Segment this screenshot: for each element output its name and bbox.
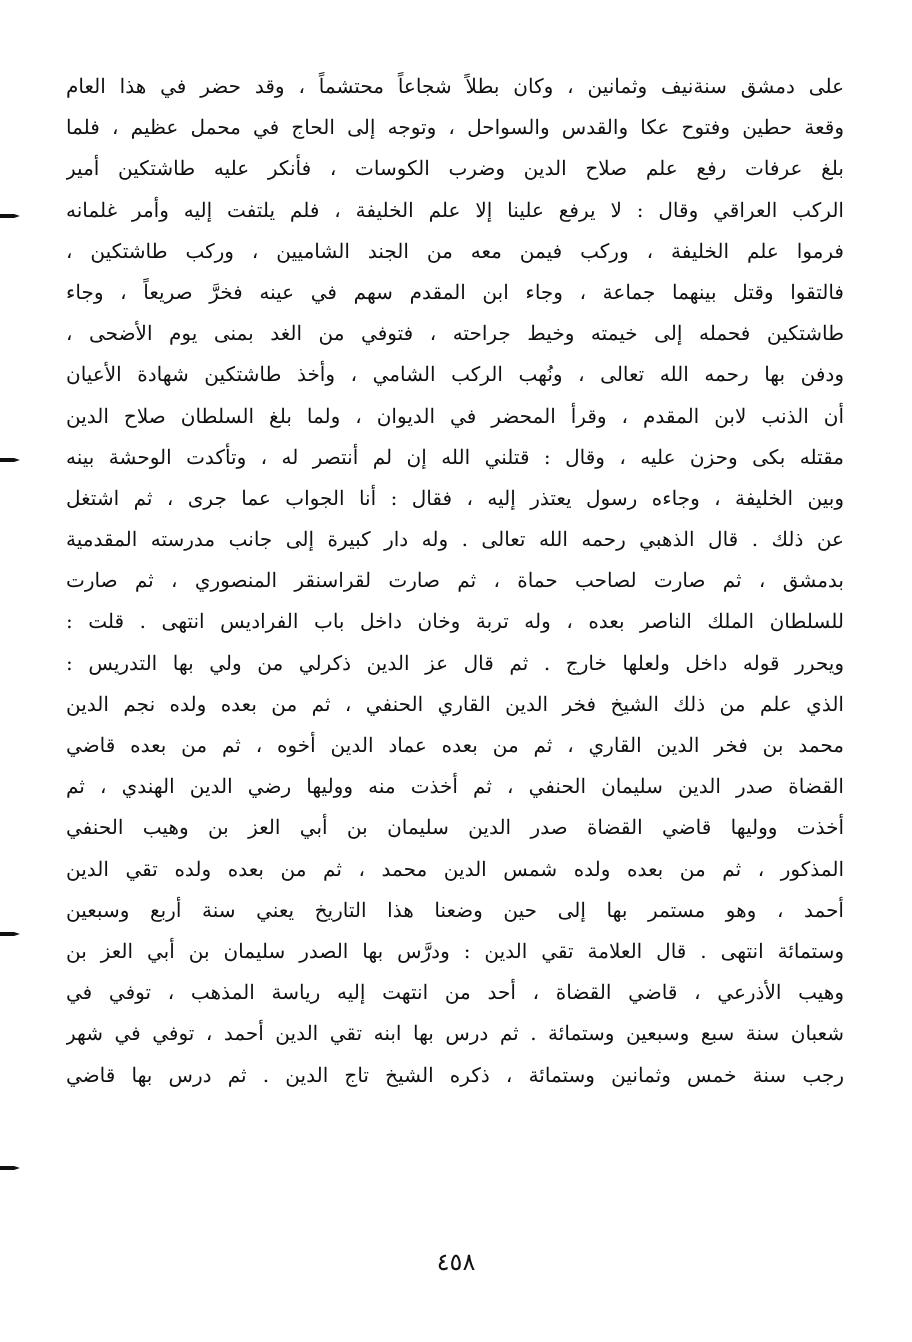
text-line: الركب العراقي وقال : لا يرفع علينا إلا علم الخليفة ، فلم يلتفت إليه وأمر غلمانه bbox=[66, 197, 844, 222]
margin-tick-mark bbox=[0, 455, 22, 465]
text-line: رجب سنة خمس وثمانين وستمائة ، ذكره الشيخ تاج الدين . ثم درس بها قاضي bbox=[66, 1062, 844, 1087]
text-line: فالتقوا وقتل بينهما جماعة ، وجاء ابن المقدم سهم في عينه فخرَّ صريعاً ، وجاء bbox=[66, 279, 844, 304]
text-line: فرموا علم الخليفة ، وركب فيمن معه من الجند الشاميين ، وركب طاشتكين ، bbox=[66, 238, 844, 263]
text-line: الذي علم من ذلك الشيخ فخر الدين القاري الحنفي ، ثم من بعده ولده نجم الدين bbox=[66, 691, 844, 716]
text-line: ويحرر قوله داخل ولعلها خارج . ثم قال عز الدين ذكرلي من ولي بها التدريس : bbox=[66, 650, 844, 675]
text-line: عن ذلك . قال الذهبي رحمه الله تعالى . وله دار كبيرة إلى جانب مدرسته المقدمية bbox=[66, 527, 844, 552]
text-line: أن الذنب لابن المقدم ، وقرأ المحضر في الديوان ، ولما بلغ السلطان صلاح الدين bbox=[66, 403, 844, 428]
text-line: على دمشق سنةنيف وثمانين ، وكان بطلاً شجاعاً محتشماً ، وقد حضر في هذا العام bbox=[66, 74, 844, 98]
text-line: بلغ عرفات رفع علم صلاح الدين وضرب الكوسات ، فأنكر عليه طاشتكين أمير bbox=[66, 156, 844, 181]
margin-tick-mark bbox=[0, 1163, 22, 1173]
text-line: وهيب الأذرعي ، قاضي القضاة ، أحد من انتهت إليه رياسة المذهب ، توفي في bbox=[66, 980, 844, 1005]
text-line: ودفن بها رحمه الله تعالى ، ونُهب الركب الشامي ، وأخذ طاشتكين شهادة الأعيان bbox=[66, 362, 844, 387]
text-line: وقعة حطين وفتوح عكا والقدس والسواحل ، وتوجه إلى الحاج في محمل عظيم ، فلما bbox=[66, 115, 844, 140]
margin-tick-mark bbox=[0, 211, 22, 221]
text-line: المذكور ، ثم من بعده ولده شمس الدين محمد ، ثم من بعده ولده تقي الدين bbox=[66, 856, 844, 881]
margin-tick-mark bbox=[0, 929, 22, 939]
text-line: أخذت ووليها قاضي القضاة صدر الدين سليمان بن أبي العز بن وهيب الحنفي bbox=[66, 815, 844, 840]
text-line: القضاة صدر الدين سليمان الحنفي ، ثم أخذت منه ووليها رضي الدين الهندي ، ثم bbox=[66, 774, 844, 799]
text-line: للسلطان الملك الناصر بعده ، وله تربة وخان داخل باب الفراديس انتهى . قلت : bbox=[66, 609, 844, 634]
text-line: شعبان سنة سبع وسبعين وستمائة . ثم درس بها ابنه تقي الدين أحمد ، توفي في شهر bbox=[66, 1021, 844, 1046]
text-line: محمد بن فخر الدين القاري ، ثم من بعده عماد الدين أخوه ، ثم من بعده قاضي bbox=[66, 733, 844, 757]
text-line: مقتله بكى وحزن عليه ، وقال : قتلني الله إن لم أنتصر له ، وتأكدت الوحشة بينه bbox=[66, 444, 844, 469]
body-text bbox=[66, 66, 844, 1096]
page-number: ٤٥٨ bbox=[436, 1248, 476, 1276]
text-line: طاشتكين فحمله إلى خيمته وخيط جراحته ، فتوفي من الغد بمنى يوم الأضحى ، bbox=[66, 321, 844, 346]
text-line: وبين الخليفة ، وجاءه رسول يعتذر إليه ، فقال : أنا الجواب عما جرى ، ثم اشتغل bbox=[66, 485, 844, 510]
text-line: بدمشق ، ثم صارت لصاحب حماة ، ثم صارت لقراسنقر المنصوري ، ثم صارت bbox=[66, 568, 844, 593]
text-line: أحمد ، وهو مستمر بها إلى حين وضعنا هذا التاريخ يعني سنة أربع وسبعين bbox=[66, 897, 844, 922]
text-line: وستمائة انتهى . قال العلامة تقي الدين : ودرَّس بها الصدر سليمان بن أبي العز بن bbox=[66, 938, 844, 963]
